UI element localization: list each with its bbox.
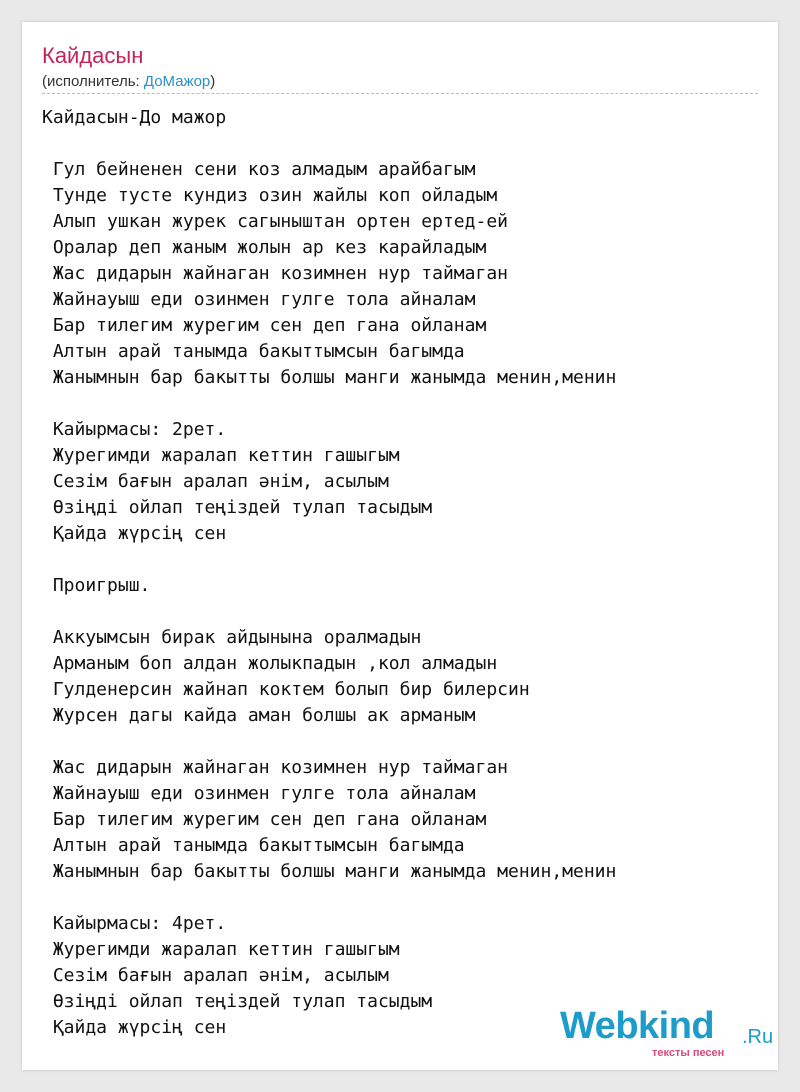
song-title: Кайдасын: [42, 43, 144, 68]
artist-prefix: (исполнитель:: [42, 73, 144, 90]
webkind-logo[interactable]: [560, 1004, 774, 1059]
artist-line: [42, 72, 215, 92]
artist-suffix: ): [210, 73, 216, 90]
logo-tagline: тексты песен: [652, 1047, 725, 1059]
lyrics-card: [22, 22, 778, 1070]
lyrics-text: Кайдасын-До мажор Гул бейненен сени коз алмадым арайбагым Тунде тусте кундиз озин жайлы коп ойладым Алып ушкан журек сагыныштан ортен ертед-ей Оралар деп жаным жолын ар кез карайладым Жас дидарын жайнаган козимнен нур таймаган Жайнауыш еди озинмен гулге тола айналам Бар тилегим журегим сен деп гана ойланам Алтын арай танымда бакыттымсын багымда Жанымнын бар бакытты болшы манги жанымда менин,менин Кайырмасы: 2рет. Журегимди жаралап кеттин гашыгым Сезім бағын аралап әнім, асылым Өзіңді ойлап теңіздей тулап тасыдым Қайда жүрсің сен Проигрыш. Аккуымсын бирак айдынына оралмадын Арманым боп алдан жолыкпадын ,кол алмадын Гулденерсин жайнап коктем болып бир билерсин Журсен дагы кайда аман болшы ак арманым Жас дидарын жайнаган козимнен нур таймаган Жайнауыш еди озинмен гулге тола айналам Бар тилегим журегим сен деп гана ойланам Алтын арай танымда бакыттымсын багымда Жанымнын бар бакытты болшы манги жанымда менин,менин Кайырмасы: 4рет. Журегимди жаралап кеттин гашыгым Сезім бағын аралап әнім, асылым Өзіңді ойлап теңіздей тулап тасыдым Қайда жүрсің сен: [42, 107, 617, 1038]
logo-brand: Webkind: [560, 1005, 715, 1047]
header-divider: [42, 93, 758, 94]
logo-tld: .Ru: [742, 1026, 774, 1048]
artist-link[interactable]: ДоМажор: [143, 73, 211, 90]
